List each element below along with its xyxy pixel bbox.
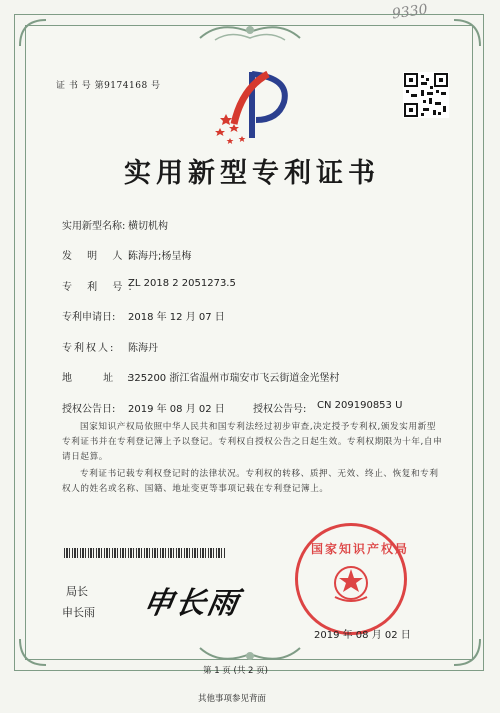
director-title: 局长 [66,585,88,598]
corner-ornament-tr [452,18,482,48]
address-value: 325200 浙江省温州市瑞安市飞云街道金光堡村 [128,373,340,384]
corner-ornament-tl [18,18,48,48]
footer-note: 其他事项参见背面 [198,694,267,704]
inventor-label: 发 明 人: [62,251,138,262]
certificate-paragraph-2: 专利证书记载专利权登记时的法律状况。专利权的转移、质押、无效、终止、恢复和专利权人的姓名或名称、国籍、地址变更等事项记载在专利登记簿上。 [62,469,439,494]
seal-text: 国家知识产权局 [311,542,410,556]
barcode [64,548,226,558]
patent-number-label: 专 利 号: [62,282,138,293]
announce-date-value: 2019 年 08 月 02 日 [128,404,225,415]
utility-name-label: 实用新型名称: [62,221,126,232]
certificate-number: 证 书 号 第9174168 号 [56,81,161,91]
announce-number-label: 授权公告号: [253,404,307,415]
inventor-value: 陈海丹;杨呈梅 [128,251,192,262]
qr-code [403,72,449,118]
director-signature: 申长雨 [140,586,243,621]
handwritten-mark: 9330 [391,1,429,23]
patent-holder-value: 陈海丹 [128,343,158,354]
patent-holder-label: 专利权人: [62,343,116,354]
filing-date-label: 专利申请日: [62,312,116,323]
corner-ornament-bl [18,637,48,667]
page-indicator: 第 1 页 (共 2 页) [203,666,268,676]
director-name: 申长雨 [62,606,95,619]
address-label: 地 址: [62,373,145,384]
certificate-paragraph-1: 国家知识产权局依照中华人民共和国专利法经过初步审查,决定授予专利权,颁发实用新型专利证书并在专利登记簿上予以登记。专利权自授权公告之日起生效。专利权期限为十年,自申请日起算。 [62,422,443,462]
corner-ornament-br [452,637,482,667]
top-ornament [190,18,310,48]
announce-number-value: CN 209190853 U [317,400,403,411]
patent-number-value: ZL 2018 2 2051273.5 [128,278,236,289]
cnipa-logo-icon [212,68,292,146]
utility-name-value: 横切机构 [128,221,168,232]
page-title: 实用新型专利证书 [124,158,380,189]
filing-date-value: 2018 年 12 月 07 日 [128,312,225,323]
seal-date: 2019 年 08 月 02 日 [314,630,411,641]
announce-date-label: 授权公告日: [62,404,116,415]
